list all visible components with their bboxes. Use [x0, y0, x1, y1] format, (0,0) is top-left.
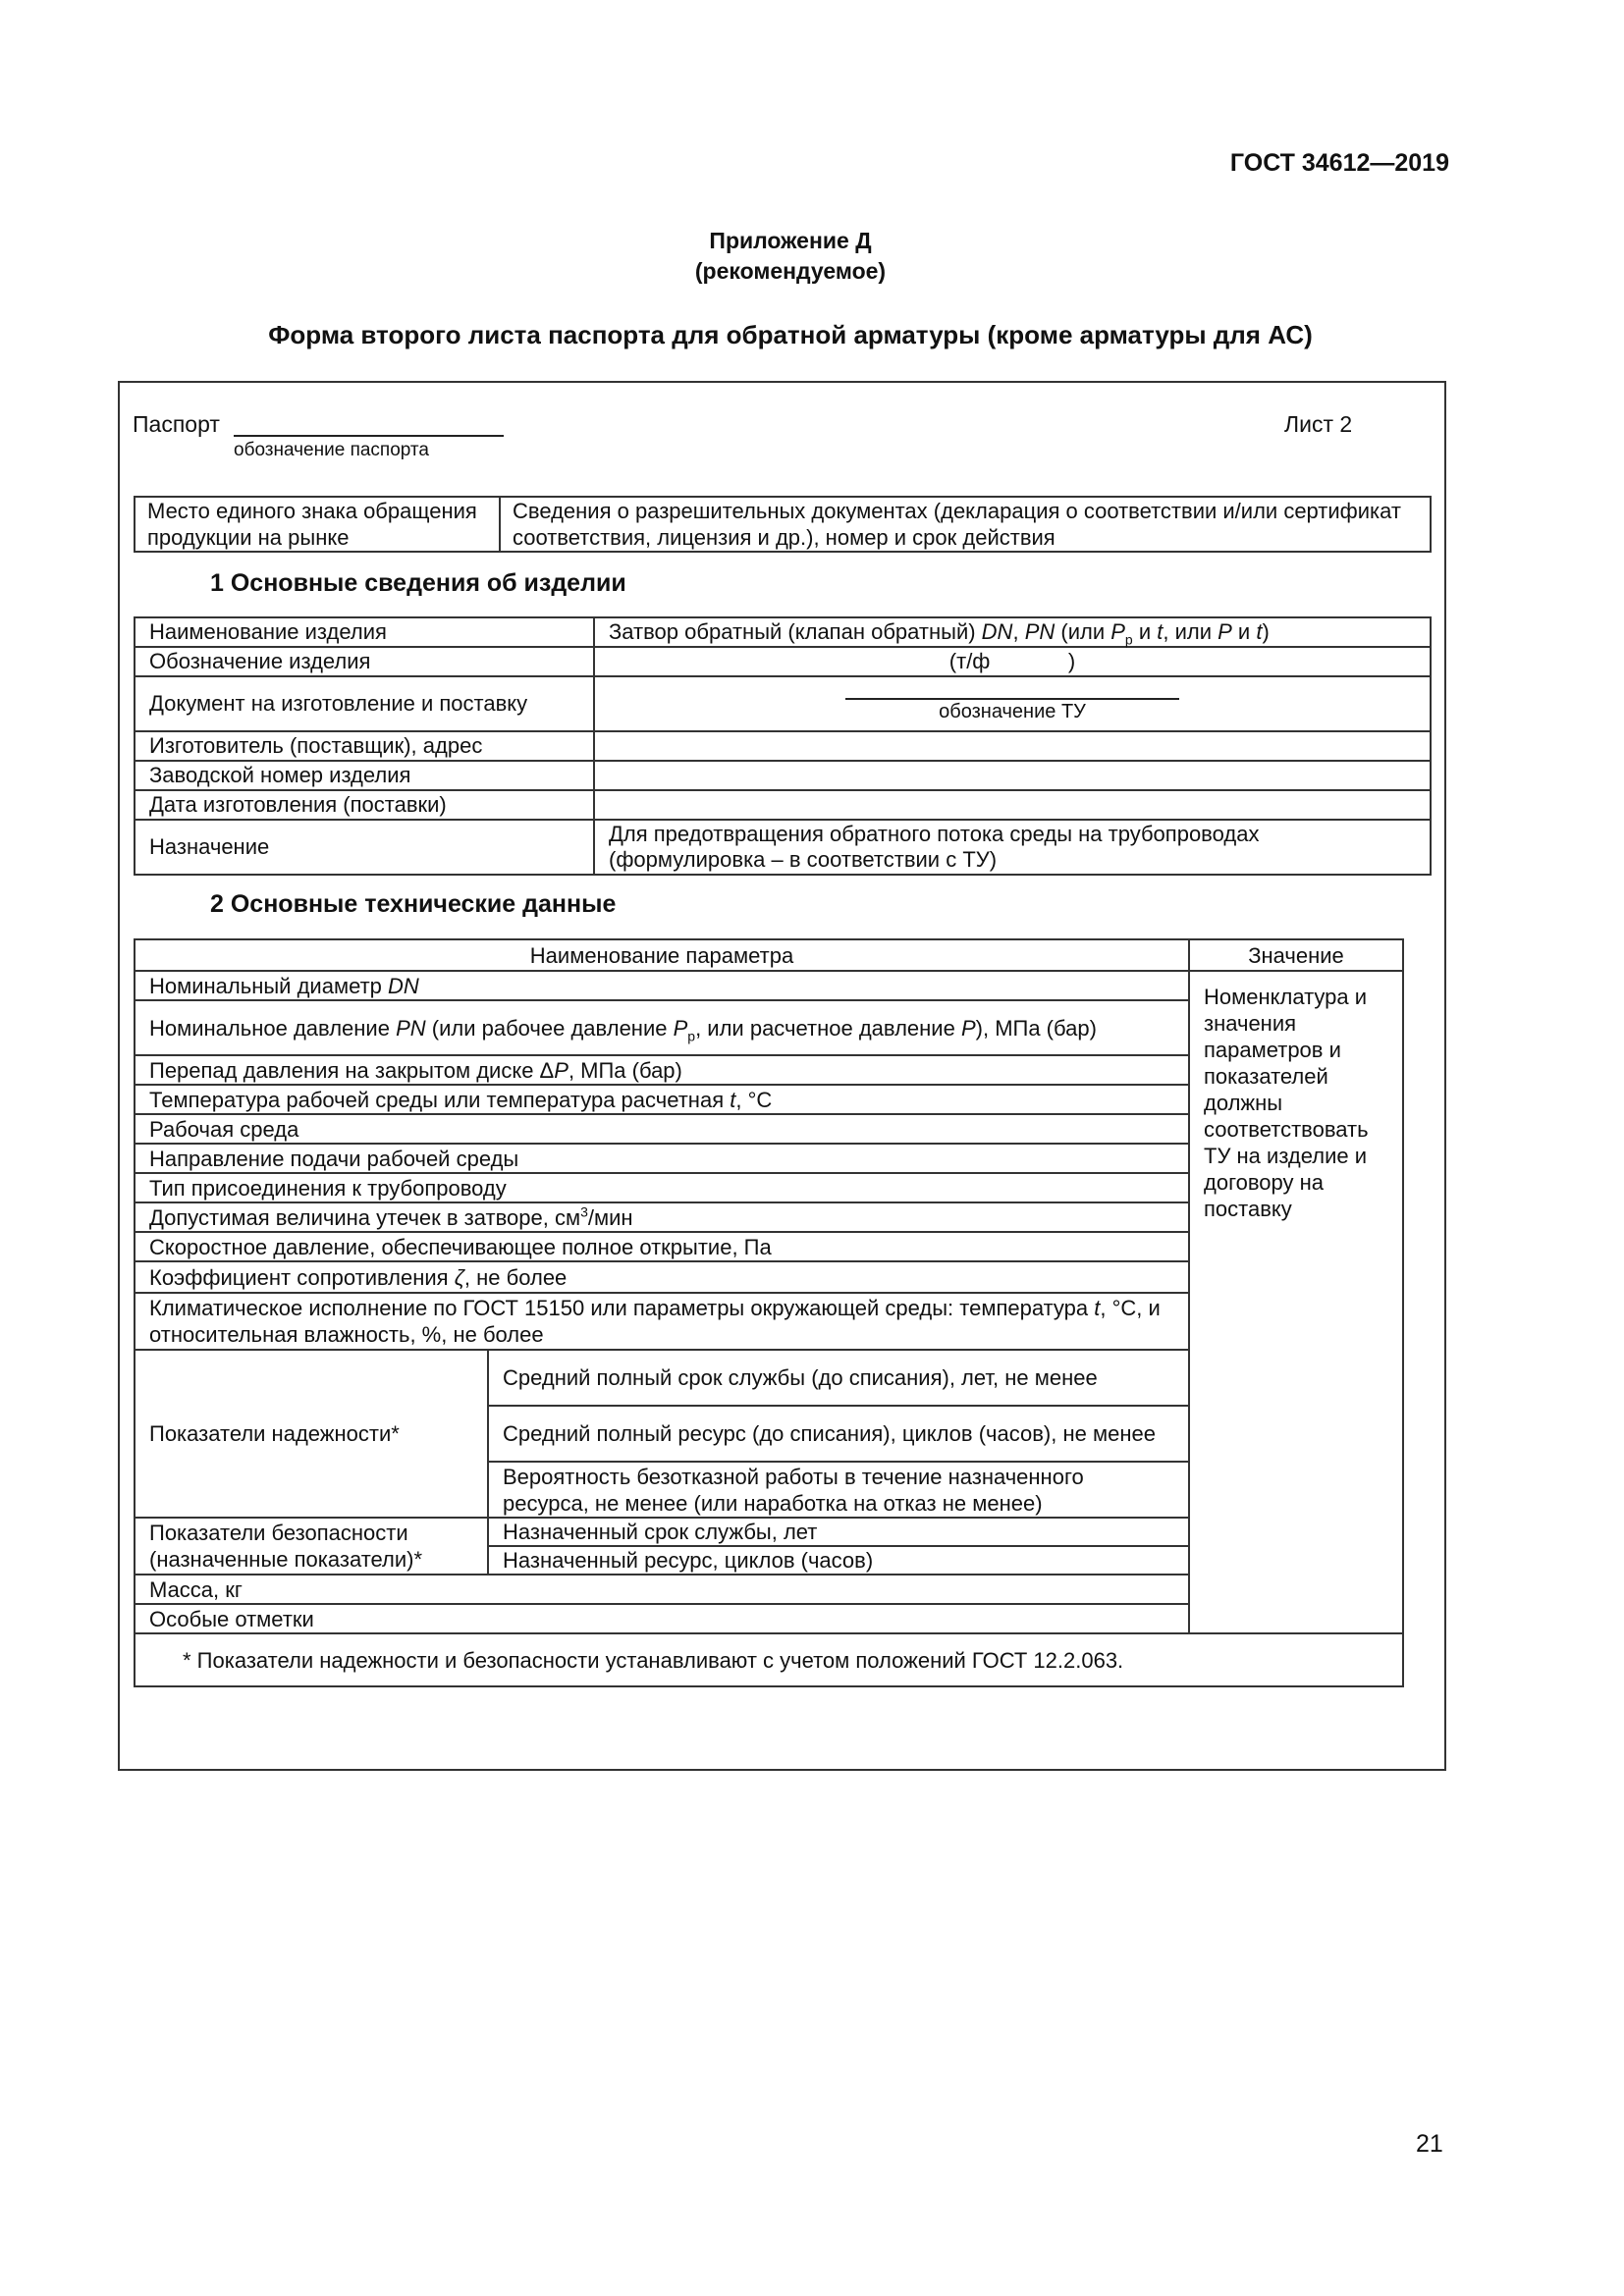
reliability-service-life: Средний полный срок службы (до списания), лет, не менее [488, 1350, 1189, 1406]
param-working-medium: Рабочая среда [135, 1114, 1189, 1144]
section-2-heading: 2 Основные технические данные [210, 890, 617, 918]
value-part: Затвор обратный (клапан обратный) [609, 619, 982, 644]
row-label: Заводской номер изделия [135, 761, 594, 790]
safety-service-life: Назначенный срок службы, лет [488, 1518, 1189, 1546]
value-part: (или [1055, 619, 1111, 644]
footnote: * Показатели надежности и безопасности устанавливают с учетом положений ГОСТ 12.2.063. [135, 1633, 1403, 1686]
text-part: 3 [580, 1203, 588, 1220]
value-part: и [1132, 619, 1158, 644]
safety-group-label: Показатели безопасности (назначенные показатели)* [135, 1518, 488, 1575]
text-part: /мин [587, 1204, 633, 1230]
param-pressure-drop [135, 1055, 1189, 1085]
text-part: PN [396, 1015, 426, 1041]
mark-placement-cell: Место единого знака обращения продукции на рынке [135, 497, 500, 552]
text-part: , °С, и относительная влажность, %, не более [149, 1296, 1161, 1347]
text-part: Допустимая величина утечек в затворе, см [149, 1204, 581, 1230]
row-label: Назначение [135, 820, 594, 875]
text-part: Номинальный диаметр [149, 973, 388, 998]
text-part: Коэффициент сопротивления [149, 1264, 455, 1290]
value-part: ) [1262, 619, 1270, 644]
text-part: , или расчетное давление [695, 1015, 961, 1041]
purpose-value: Для предотвращения обратного потока среды на трубопроводах (формулировка – в соответствии с ТУ) [594, 820, 1431, 875]
value-part: t [1157, 619, 1164, 644]
document-code: ГОСТ 34612—2019 [1229, 149, 1449, 177]
text-part: DN [388, 973, 419, 998]
reliability-resource: Средний полный ресурс (до списания), циклов (часов), не менее [488, 1406, 1189, 1462]
passport-label: Паспорт [133, 411, 220, 437]
text-part: P [960, 1015, 976, 1041]
text-part: t [730, 1087, 736, 1112]
page-number: 21 [1416, 2130, 1443, 2158]
text-part: , не более [463, 1264, 568, 1290]
permit-table [134, 496, 1432, 553]
text-part: , МПа (бар) [568, 1057, 682, 1083]
text-part: t [1094, 1296, 1101, 1320]
section-1-heading: 1 Основные сведения об изделии [210, 569, 626, 597]
row-label: Наименование изделия [135, 617, 594, 647]
passport-caption: обозначение паспорта [234, 440, 429, 460]
param-mass: Масса, кг [135, 1575, 1189, 1604]
safety-resource: Назначенный ресурс, циклов (часов) [488, 1546, 1189, 1575]
column-header-parameter: Наименование параметра [135, 939, 1189, 971]
manufacturer-value [594, 731, 1431, 761]
tu-line [845, 684, 1179, 700]
product-info-table [134, 616, 1432, 876]
permit-documents-cell: Сведения о разрешительных документах (декларация о соответствии и/или сертификат соответствия, лицензия и др.), номер и срок действия [500, 497, 1431, 552]
value-part: P [1218, 619, 1232, 644]
text-part: Температура рабочей среды или температура расчетная [149, 1087, 731, 1112]
text-part: Номинальное давление [149, 1015, 397, 1041]
value-note-cell: Номенклатура и значения параметров и показателей должны соответствовать ТУ на изделие и договору на поставку [1189, 971, 1403, 1633]
param-pn [135, 1000, 1189, 1055]
param-flow-direction: Направление подачи рабочей среды [135, 1144, 1189, 1173]
appendix-type: (рекомендуемое) [694, 258, 887, 284]
sheet-number: Лист 2 [1284, 411, 1353, 437]
text-part: Перепад давления на закрытом диске Δ [149, 1057, 555, 1083]
serial-number-value [594, 761, 1431, 790]
technical-data-table [134, 938, 1404, 1687]
value-part: и [1231, 619, 1257, 644]
row-label: Документ на изготовление и поставку [135, 676, 594, 731]
manufacture-date-value [594, 790, 1431, 820]
row-label: Обозначение изделия [135, 647, 594, 676]
text-part: р [687, 1027, 696, 1043]
param-velocity-pressure: Скоростное давление, обеспечивающее полное открытие, Па [135, 1232, 1189, 1261]
row-label: Изготовитель (поставщик), адрес [135, 731, 594, 761]
param-climate [135, 1293, 1189, 1350]
product-designation-value: (т/ф ) [594, 647, 1431, 676]
tu-caption: обозначение ТУ [939, 701, 1086, 722]
product-name-value [594, 617, 1431, 647]
param-leakage [135, 1202, 1189, 1232]
param-dn [135, 971, 1189, 1000]
text-part: , °С [735, 1087, 773, 1112]
param-connection-type: Тип присоединения к трубопроводу [135, 1173, 1189, 1202]
value-part: р [1124, 631, 1133, 648]
passport-number-line [234, 435, 504, 437]
text-part: Климатическое исполнение по ГОСТ 15150 или параметры окружающей среды: температура [149, 1296, 1095, 1320]
text-part: P [554, 1057, 568, 1083]
param-temperature [135, 1085, 1189, 1114]
column-header-value: Значение [1189, 939, 1403, 971]
form-title: Форма второго листа паспорта для обратной арматуры (кроме арматуры для АС) [268, 320, 1313, 349]
text-part: P [673, 1015, 688, 1041]
value-part: P [1110, 619, 1125, 644]
value-part: , или [1163, 619, 1218, 644]
param-resistance [135, 1261, 1189, 1293]
param-special-notes: Особые отметки [135, 1604, 1189, 1633]
reliability-probability: Вероятность безотказной работы в течение назначенного ресурса, не менее (или наработка на отказ не менее) [488, 1462, 1189, 1518]
row-label: Дата изготовления (поставки) [135, 790, 594, 820]
tu-designation-value [594, 676, 1431, 731]
value-part: PN [1024, 619, 1056, 644]
value-part: , [1012, 619, 1025, 644]
value-part: DN [981, 619, 1013, 644]
value-part: t [1256, 619, 1263, 644]
text-part: ζ [454, 1264, 464, 1290]
text-part: (или рабочее давление [425, 1015, 674, 1041]
reliability-group-label: Показатели надежности* [135, 1350, 488, 1518]
text-part: ), МПа (бар) [975, 1015, 1097, 1041]
appendix-title: Приложение Д [709, 228, 872, 253]
